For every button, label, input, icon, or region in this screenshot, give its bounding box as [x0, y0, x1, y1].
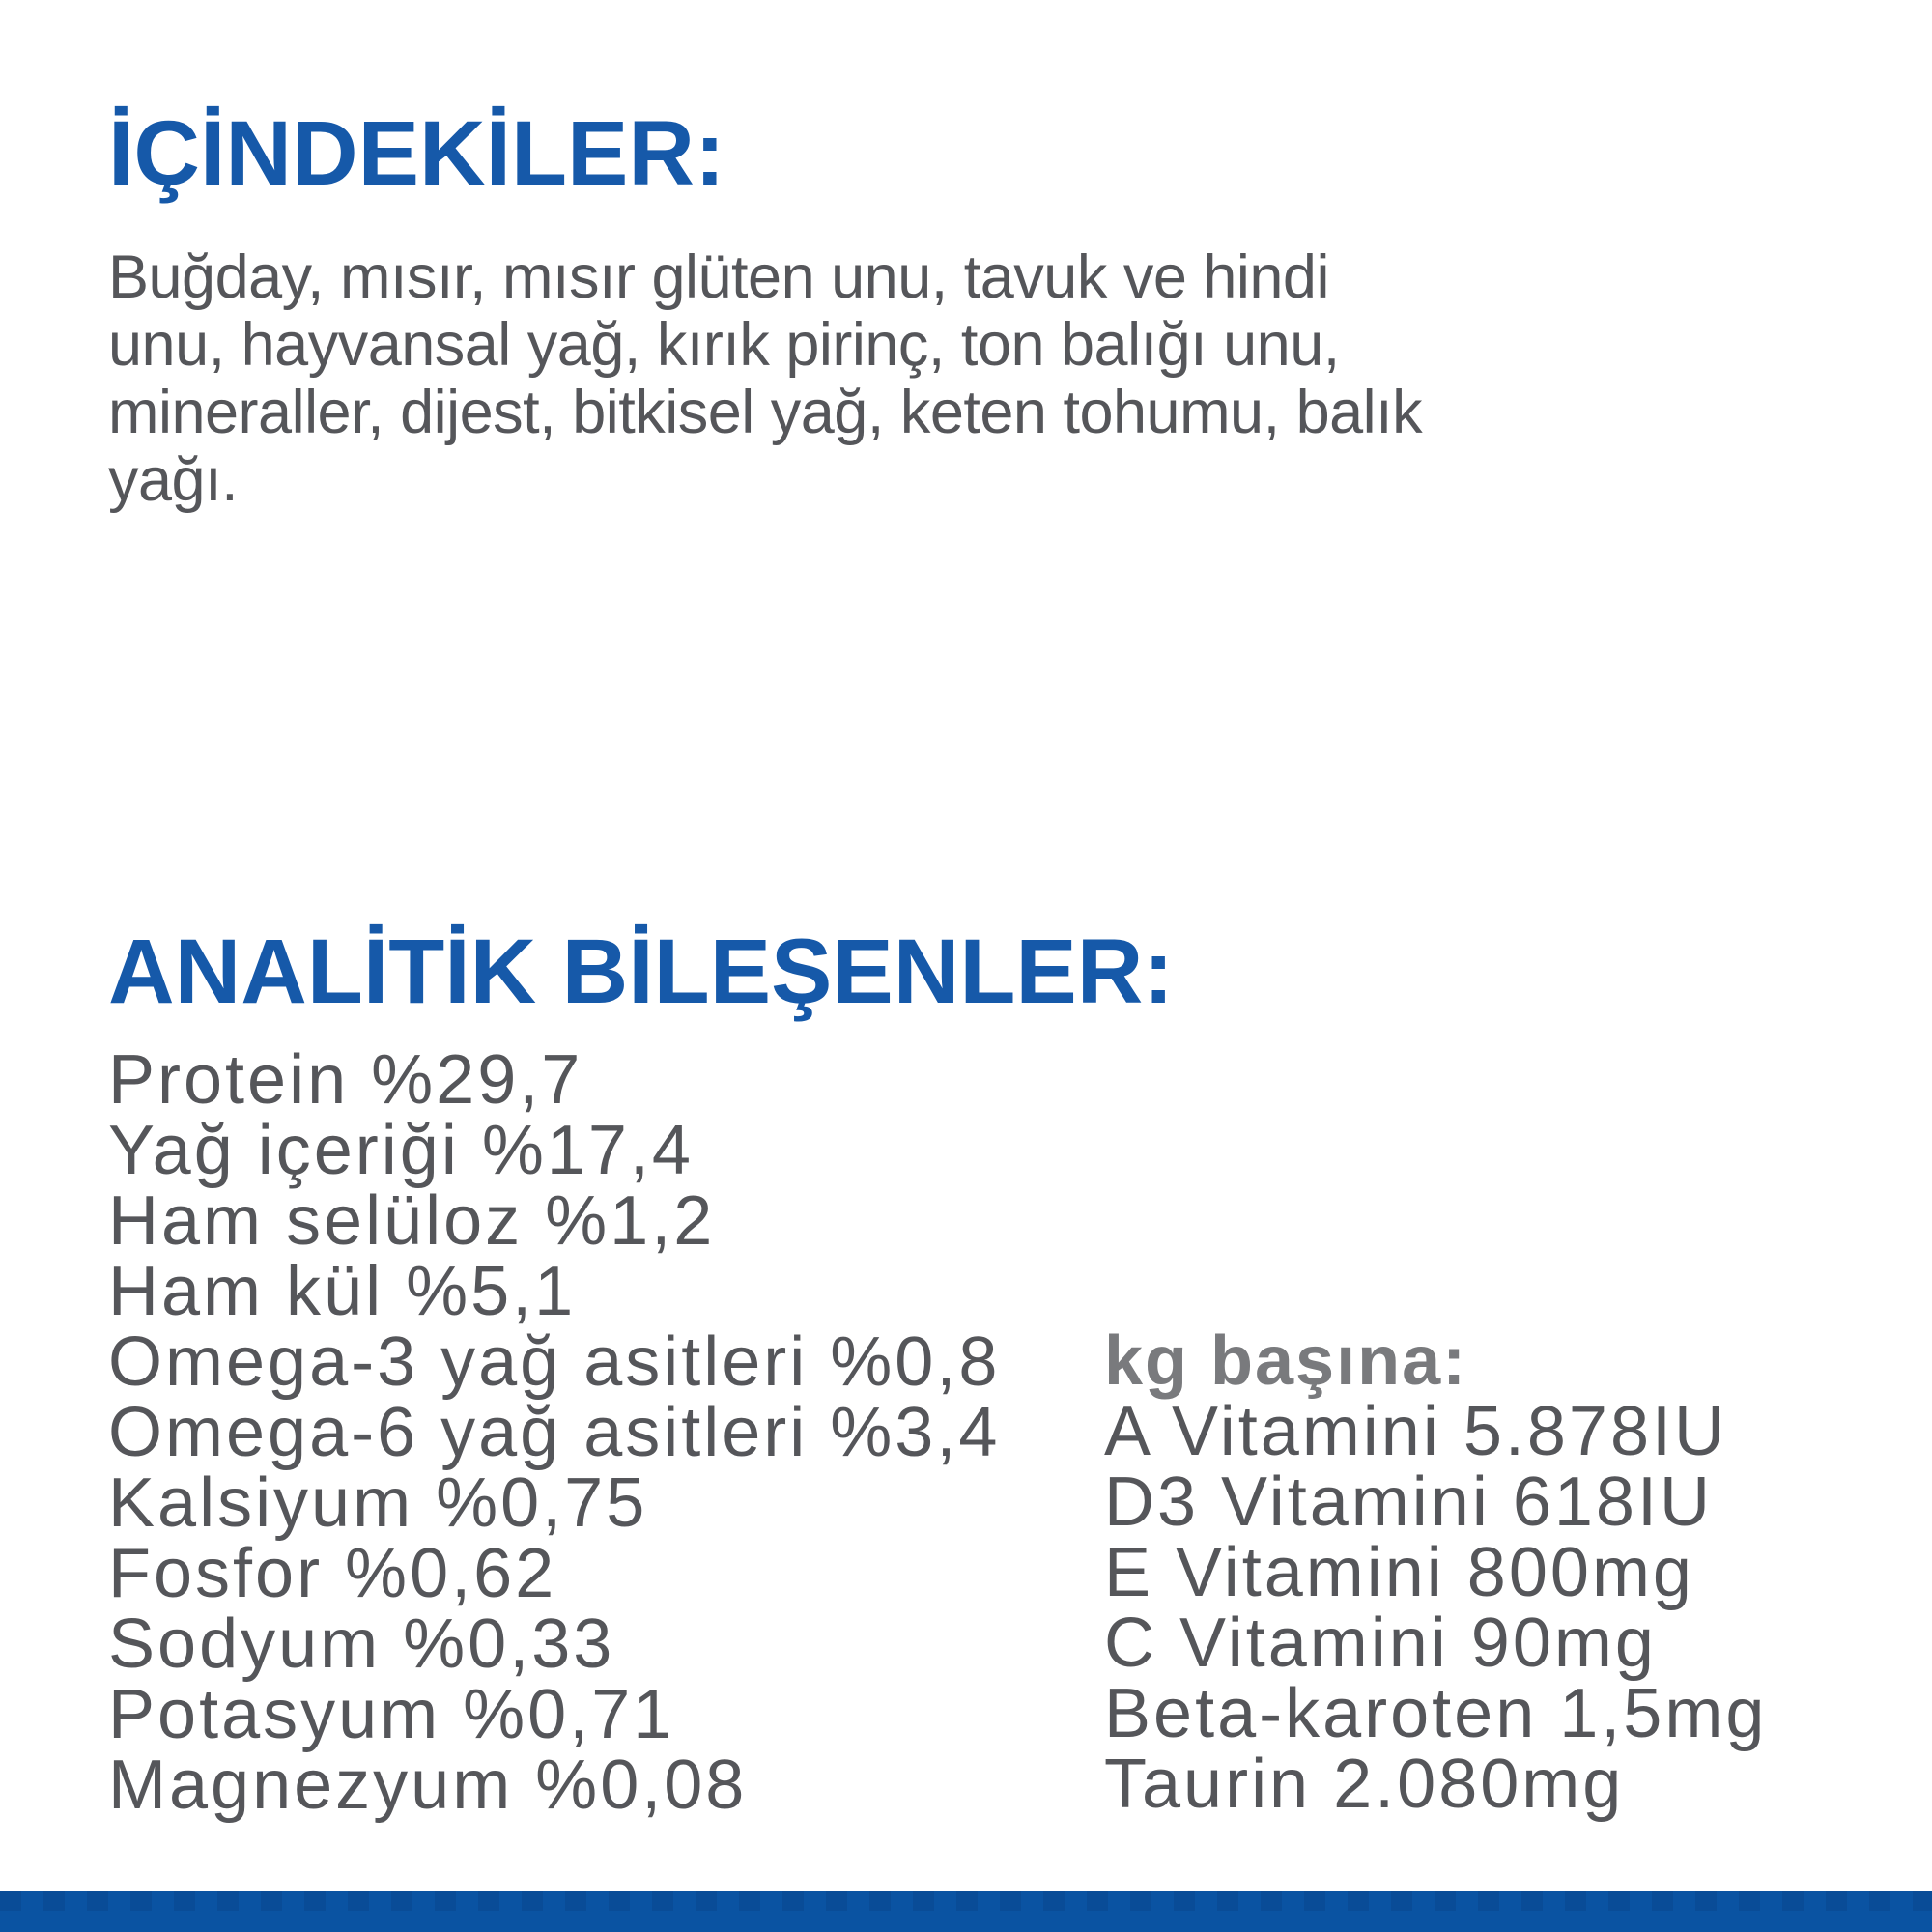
- per-kg-item: C Vitamini 90mg: [1104, 1605, 1657, 1682]
- per-kg-item: A Vitamini 5.878IU: [1104, 1393, 1728, 1470]
- ingredients-line: yağı.: [108, 446, 239, 514]
- component-item: Ham kül %5,1: [108, 1253, 577, 1330]
- per-kg-item: Beta-karoten 1,5mg: [1104, 1675, 1768, 1752]
- component-item: Potasyum %0,71: [108, 1676, 675, 1753]
- per-kg-item: D3 Vitamini 618IU: [1104, 1463, 1713, 1541]
- per-kg-list: [1104, 1322, 1768, 1823]
- component-item: Omega-6 yağ asitleri %3,4: [108, 1394, 1001, 1471]
- per-kg-heading: kg başına:: [1104, 1322, 1468, 1400]
- component-item: Omega-3 yağ asitleri %0,8: [108, 1323, 1001, 1401]
- component-item: Fosfor %0,62: [108, 1535, 557, 1612]
- ingredients-line: mineraller, dijest, bitkisel yağ, keten tohumu, balık: [108, 379, 1423, 446]
- analytical-components-list: [108, 1041, 1001, 1824]
- per-kg-item: E Vitamini 800mg: [1104, 1534, 1694, 1611]
- ingredients-text: [108, 243, 1422, 514]
- component-item: Magnezyum %0,08: [108, 1747, 748, 1824]
- component-item: Sodyum %0,33: [108, 1605, 615, 1683]
- per-kg-item: Taurin 2.080mg: [1104, 1746, 1625, 1823]
- footer-bar: [0, 1891, 1932, 1932]
- component-item: Protein %29,7: [108, 1041, 583, 1119]
- ingredients-line: unu, hayvansal yağ, kırık pirinç, ton balığı unu,: [108, 311, 1340, 379]
- component-item: Kalsiyum %0,75: [108, 1464, 648, 1542]
- component-item: Yağ içeriği %17,4: [108, 1112, 694, 1189]
- component-item: Ham selüloz %1,2: [108, 1182, 716, 1260]
- analytical-components-heading: ANALİTİK BİLEŞENLER:: [108, 921, 1175, 1023]
- ingredients-line: Buğday, mısır, mısır glüten unu, tavuk ve hindi: [108, 243, 1329, 311]
- ingredients-heading: İÇİNDEKİLER:: [108, 102, 725, 205]
